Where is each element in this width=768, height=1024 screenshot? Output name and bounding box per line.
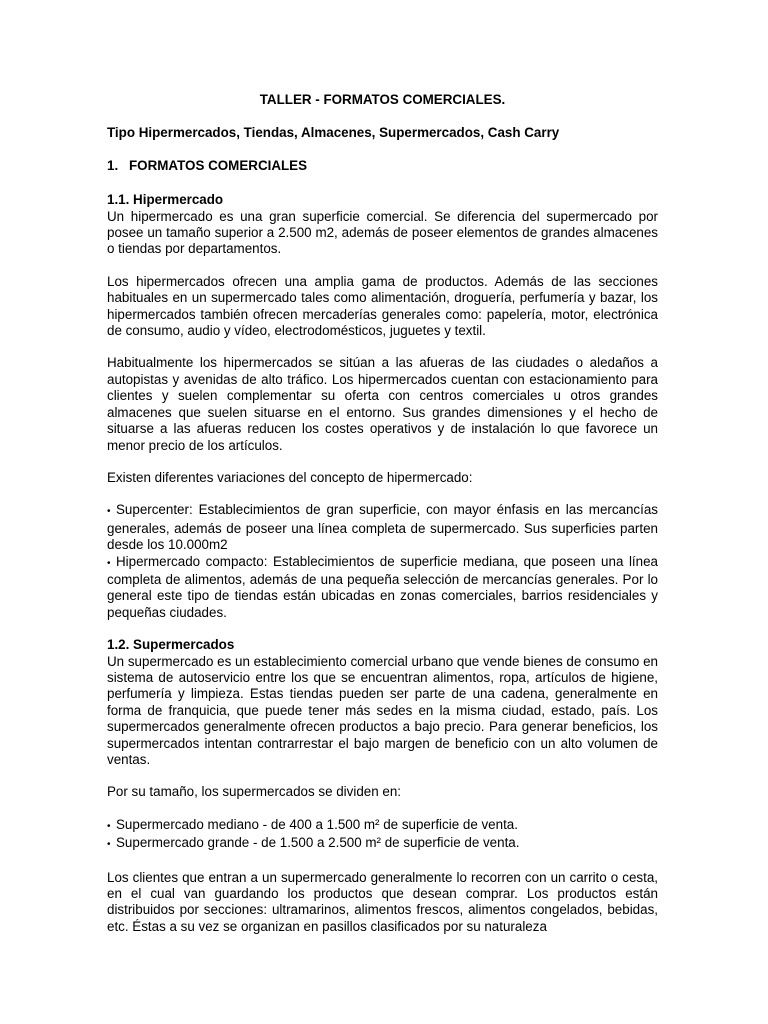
list-item-text: Supermercado mediano - de 400 a 1.500 m² de superficie de venta.: [116, 816, 518, 832]
section-number: 1.: [107, 157, 119, 173]
bullet-list: [107, 817, 658, 854]
paragraph: Los clientes que entran a un supermercado generalmente lo recorren con un carrito o cesta, en el cual van guardando los productos que desean comprar. Los productos están distribuidos por secciones: ultramarinos, alimentos frescos, alimentos congelados, bebidas, etc. Éstas a su vez se organizan en pasillos clasificados por su naturaleza: [107, 869, 658, 934]
bullet-icon: •: [107, 820, 111, 832]
paragraph: Existen diferentes variaciones del concepto de hipermercado:: [107, 469, 473, 485]
bullet-icon: •: [107, 506, 111, 518]
document-title: TALLER - FORMATOS COMERCIALES.: [259, 92, 506, 107]
paragraph: Un hipermercado es una gran superficie comercial. Se diferencia del supermercado por posee un tamaño superior a 2.500 m2, además de poseer elementos de grandes almacenes o tiendas por departamentos.: [107, 208, 658, 257]
section-title: FORMATOS COMERCIALES: [129, 157, 308, 173]
list-item: [107, 835, 658, 853]
subsection-heading-supermercados: 1.2. Supermercados: [107, 637, 235, 653]
bullet-list: [107, 502, 658, 621]
bullet-icon: •: [107, 557, 111, 569]
section-heading: [107, 158, 658, 174]
list-item-text: Supercenter: Establecimientos de gran superficie, con mayor énfasis en las mercancías generales, además de poseer una línea completa de supermercado. Sus superficies parten desde los 10.000m2: [107, 502, 658, 553]
list-item: [107, 502, 658, 553]
bullet-icon: •: [107, 839, 111, 851]
document-subtitle: Tipo Hipermercados, Tiendas, Almacenes, Supermercados, Cash Carry: [107, 125, 560, 141]
paragraph: Por su tamaño, los supermercados se dividen en:: [107, 784, 402, 800]
paragraph: Un supermercado es un establecimiento comercial urbano que vende bienes de consumo en sistema de autoservicio entre los que se encuentran alimentos, ropa, artículos de higiene, perfumería y limpieza. Estas tiendas pueden ser parte de una cadena, generalmente en forma de franquicia, que puede tener más sedes en la misma ciudad, estado, país. Los supermercados generalmente ofrecen productos a bajo precio. Para generar beneficios, los supermercados intentan contrarrestar el bajo margen de beneficio con un alto volumen de ventas.: [107, 653, 658, 767]
list-item-text: Hipermercado compacto: Establecimientos de superficie mediana, que poseen una línea completa de alimentos, además de una pequeña selección de mercancías generales. Por lo general este tipo de tiendas están ubicadas en zonas comerciales, barrios residenciales y pequeñas ciudades.: [107, 553, 658, 620]
paragraph: Habitualmente los hipermercados se sitúan a las afueras de las ciudades o aledaños a autopistas y avenidas de alto tráfico. Los hipermercados cuentan con estacionamiento para clientes y suelen complementar su oferta con centros comerciales u otros grandes almacenes que suelen situarse en el entorno. Sus grandes dimensiones y el hecho de situarse a las afueras reducen los costes operativos y de instalación lo que favorece un menor precio de los artículos.: [107, 355, 658, 453]
paragraph: Los hipermercados ofrecen una amplia gama de productos. Además de las secciones habituales en un supermercado tales como alimentación, droguería, perfumería y bazar, los hipermercados también ofrecen mercaderías generales como: papelería, motor, electrónica de consumo, audio y vídeo, electrodomésticos, juguetes y textil.: [107, 273, 658, 339]
list-item-text: Supermercado grande - de 1.500 a 2.500 m² de superficie de venta.: [116, 835, 520, 851]
list-item: [107, 554, 658, 622]
subsection-heading-hipermercado: 1.1. Hipermercado: [107, 192, 224, 208]
list-item: [107, 817, 658, 835]
